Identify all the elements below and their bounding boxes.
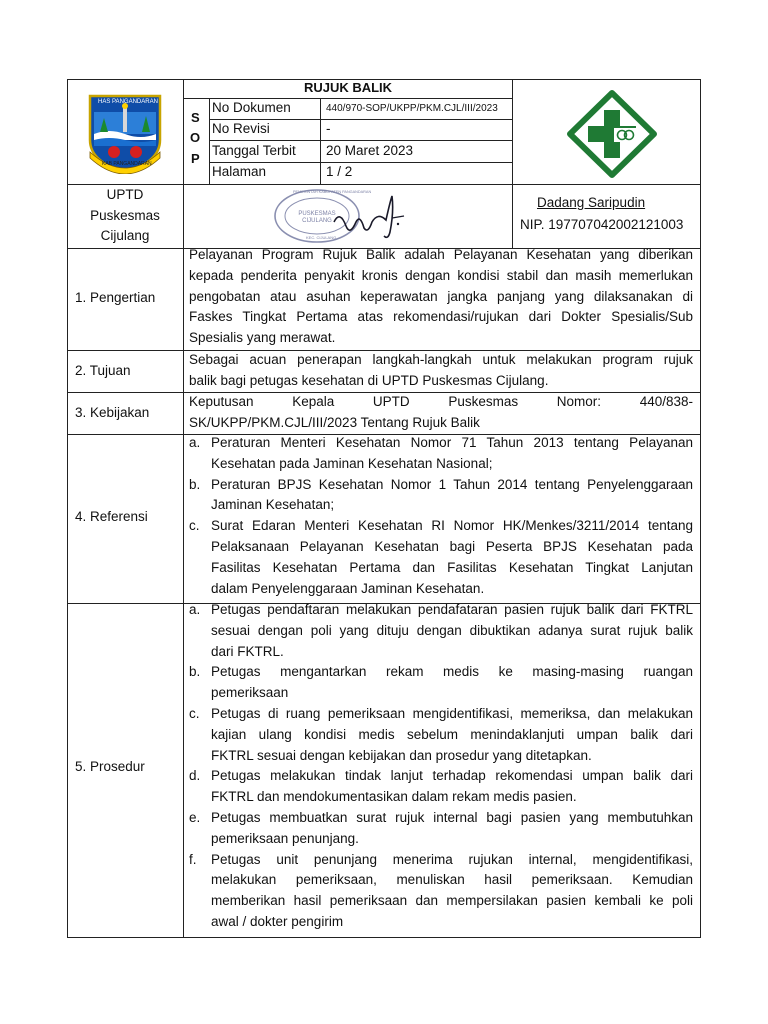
prosedur-list bbox=[189, 600, 693, 933]
sop-letter-o: O bbox=[190, 130, 201, 145]
stamp-center-text: PUSKESMAS CIJULANG bbox=[298, 211, 336, 224]
label-pengertian: 1. Pengertian bbox=[75, 290, 156, 305]
list-item bbox=[189, 766, 693, 808]
stamp-ring-text: PEMERINTAH KABUPATEN PANGANDARAN bbox=[293, 190, 372, 194]
signature bbox=[330, 192, 410, 244]
halaman-value: 1 / 2 bbox=[326, 164, 353, 179]
kebijakan-text bbox=[189, 392, 693, 434]
pengertian-line: kepada penderita penyakit kronis dengan kondisi stabil dan masih memerlukan bbox=[189, 267, 693, 283]
list-line: memberikan hasil pemeriksaan dan mempersilakan pasien kembali ke poli bbox=[211, 893, 693, 909]
institution-line-2: Puskesmas bbox=[90, 207, 160, 223]
list-line: Fasilitas Kesehatan Pertama dan Fasilitas Kesehatan Tingkat Lanjutan bbox=[211, 559, 693, 575]
list-line: Surat Edaran Menteri Kesehatan RI Nomor HK/Menkes/3211/2014 tentang bbox=[211, 518, 693, 534]
list-line: FKTRL sesuai dengan kebijakan dan prosedur yang ditetapkan. bbox=[211, 747, 592, 763]
regency-emblem bbox=[84, 92, 166, 174]
list-line: Petugas membuatkan surat rujuk internal bagi pasien yang membutuhkan bbox=[211, 809, 693, 825]
list-line: Petugas pendaftaran melakukan pendafataran pasien rujuk balik dari FKTRL bbox=[211, 602, 693, 617]
pengertian-text bbox=[189, 245, 693, 349]
list-line: sesuai dengan poli yang dituju dengan dibuktikan adanya surat rujuk balik bbox=[211, 622, 693, 638]
list-marker: a. bbox=[189, 602, 201, 617]
halaman-label: Halaman bbox=[212, 164, 267, 179]
tanggal-terbit-value: 20 Maret 2023 bbox=[326, 143, 414, 158]
tujuan-text bbox=[189, 350, 693, 392]
list-marker: e. bbox=[189, 809, 201, 825]
signer-name: Dadang Saripudin bbox=[537, 195, 646, 210]
list-line: Peraturan Menteri Kesehatan Nomor 71 Tahun 2013 tentang Pelayanan bbox=[211, 435, 693, 450]
signer-nip: NIP. 197707042002121003 bbox=[520, 217, 684, 232]
list-line: Petugas melakukan tindak lanjut terhadap rekomendasi umpan balik dari bbox=[211, 768, 693, 784]
list-line: Kesehatan pada Jaminan Kesehatan Nasional; bbox=[211, 455, 493, 471]
referensi-list bbox=[189, 433, 693, 599]
emblem-top-text: HAS PANGANDARAN bbox=[98, 99, 158, 105]
tujuan-line: balik bagi petugas kesehatan di UPTD Puskesmas Cijulang. bbox=[189, 372, 549, 388]
kebijakan-line: SK/UKPP/PKM.CJL/III/2023 Tentang Rujuk Balik bbox=[189, 414, 480, 430]
list-line: kajian ulang kondisi medis sebelum menindaklanjuti umpan balik dari bbox=[211, 726, 693, 742]
list-marker: d. bbox=[189, 768, 201, 784]
tanggal-terbit-label: Tanggal Terbit bbox=[212, 143, 296, 158]
list-marker: a. bbox=[189, 435, 201, 450]
institution-line-1: UPTD bbox=[106, 187, 144, 202]
list-item bbox=[189, 704, 693, 766]
institution-line-3: Cijulang bbox=[100, 228, 150, 243]
pengertian-line: Pelayanan Program Rujuk Balik adalah Pelayanan Kesehatan yang diberikan bbox=[189, 247, 693, 262]
list-item bbox=[189, 600, 693, 662]
list-item bbox=[189, 808, 693, 850]
pengertian-line: pengobatan atau asuhan keperawatan jangka panjang yang dilaksanakan di bbox=[189, 288, 693, 304]
kebijakan-line: Keputusan Kepala UPTD Puskesmas Nomor: 440/838- bbox=[189, 394, 693, 409]
list-line: Petugas mengantarkan rekam medis ke masing-masing ruangan bbox=[211, 664, 693, 680]
list-line: Petugas di ruang pemeriksaan mengidentifikasi, memeriksa, dan melakukan bbox=[211, 705, 693, 721]
institution-name bbox=[67, 185, 183, 247]
list-line: pemeriksaan bbox=[211, 685, 289, 701]
label-tujuan: 2. Tujuan bbox=[75, 363, 131, 378]
no-dokumen-label: No Dokumen bbox=[212, 100, 291, 115]
list-line: Jaminan Kesehatan; bbox=[211, 497, 335, 513]
no-revisi-label: No Revisi bbox=[212, 121, 270, 136]
list-item bbox=[189, 662, 693, 704]
sop-letter-p: P bbox=[191, 151, 200, 166]
emblem-ribbon-text: KAB PANGANDARAN bbox=[102, 161, 152, 167]
list-marker: b. bbox=[189, 664, 201, 680]
list-line: pemeriksaan penunjang. bbox=[211, 830, 359, 846]
document-title: RUJUK BALIK bbox=[303, 80, 393, 95]
list-line: Petugas unit penunjang menerima rujukan internal, mengidentifikasi, bbox=[211, 851, 693, 867]
list-item bbox=[189, 516, 693, 599]
puskesmas-logo bbox=[566, 90, 658, 178]
list-line: melakukan pemeriksaan, menuliskan hasil pemeriksaan. Kemudian bbox=[211, 872, 693, 888]
list-line: Pelaksanaan Pelayanan Kesehatan bagi Peserta BPJS Kesehatan pada bbox=[211, 538, 693, 554]
list-marker: b. bbox=[189, 476, 201, 492]
list-line: dalam Penyelenggaraan Jaminan Kesehatan. bbox=[211, 580, 485, 596]
pengertian-line: Spesialis yang merawat. bbox=[189, 330, 336, 346]
list-item bbox=[189, 850, 693, 933]
no-dokumen-value: 440/970-SOP/UKPP/PKM.CJL/III/2023 bbox=[326, 103, 498, 114]
list-marker: c. bbox=[189, 705, 200, 721]
no-revisi-value: - bbox=[326, 121, 331, 136]
list-item bbox=[189, 433, 693, 475]
list-item bbox=[189, 475, 693, 517]
list-line: Peraturan BPJS Kesehatan Nomor 1 Tahun 2014 tentang Penyelenggaraan bbox=[211, 476, 693, 492]
label-kebijakan: 3. Kebijakan bbox=[75, 405, 150, 420]
list-marker: f. bbox=[189, 851, 197, 867]
pengertian-line: Faskes Tingkat Pertama atas rekomendasi/rujukan dari Dokter Spesialis/Sub bbox=[189, 309, 693, 325]
label-referensi: 4. Referensi bbox=[75, 509, 148, 524]
tujuan-line: Sebagai acuan penerapan langkah-langkah untuk melakukan program rujuk bbox=[189, 352, 693, 367]
list-line: awal / dokter pengirim bbox=[211, 913, 344, 929]
stamp-bottom-text: KEC. CIJULANG bbox=[306, 235, 337, 240]
label-prosedur: 5. Prosedur bbox=[75, 759, 145, 774]
list-line: dari FKTRL. bbox=[211, 643, 284, 659]
list-marker: c. bbox=[189, 518, 200, 534]
list-line: FKTRL dan mendokumentasikan dalam rekam medis pasien. bbox=[211, 789, 577, 805]
sop-letter-s: S bbox=[191, 110, 200, 125]
